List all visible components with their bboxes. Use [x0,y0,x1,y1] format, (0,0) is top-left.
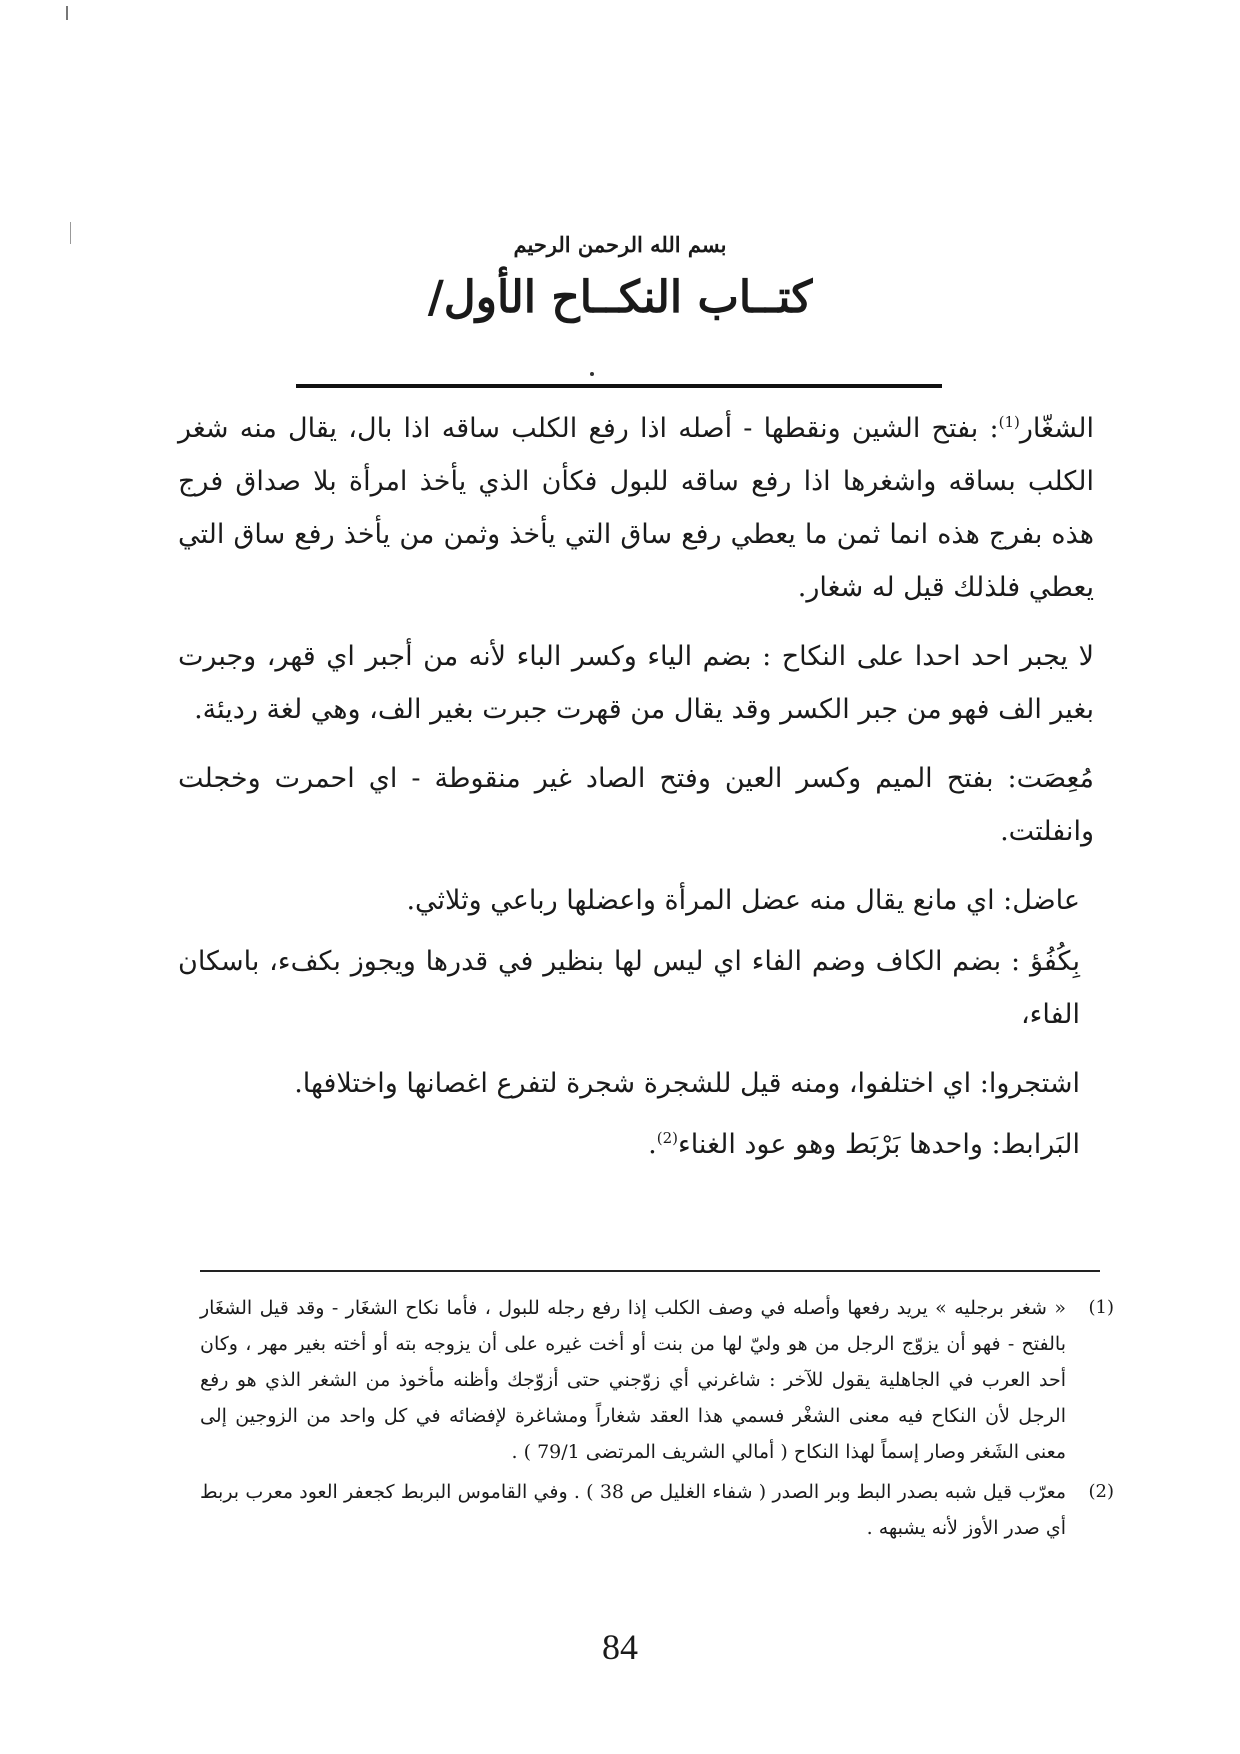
entry-adil [178,874,1094,927]
footnote-ref: (2) [656,1129,678,1147]
footnote-text: معرّب قيل شبه بصدر البط وبر الصدر ( شفاء الغليل ص 38 ) . وفي القاموس البربط كجعفر العود معرب بربط أي صدر الأوز لأنه يشبهه . [200,1481,1066,1539]
entry-definition: : بضم الكاف وضم الفاء اي ليس لها بنظير في قدرها ويجوز بكفء، باسكان الفاء، [178,946,1080,1030]
entry-term: لا يجبر احد احدا على النكاح [781,641,1094,672]
scan-artifact-top [66,6,68,20]
entry-definition: : اي مانع يقال منه عضل المرأة واعضلها رباعي وثلاثي. [406,885,1013,916]
entry-barabit [178,1118,1094,1171]
footnotes [200,1290,1114,1550]
title-dot [590,372,594,376]
entry-term: بِكُفُؤ [1029,946,1080,977]
entry-definition: : بفتح الميم وكسر العين وفتح الصاد غير منقوطة - اي احمرت وخجلت وانفلتت. [178,763,1094,847]
page-number: 84 [602,1627,638,1667]
entry-ishtajaru [178,1057,1094,1110]
chapter-title: كتــاب النكــاح الأول/ [427,272,813,323]
entry-term: مُعِصَت [1016,763,1094,794]
entry-term: الشغّار [1019,413,1094,444]
entry-shighar [178,402,1094,614]
entry-term: اشتجروا [988,1068,1080,1099]
entry-definition: : اي اختلفوا، ومنه قيل للشجرة شجرة لتفرع اغصانها واختلافها. [294,1068,989,1099]
entry-bikufu [178,935,1094,1041]
entry-yujbir [178,630,1094,736]
entry-definition: : واحدها بَرْبَط وهو عود الغناء [678,1129,1001,1160]
entry-term: البَرابط [1000,1129,1080,1160]
entry-definition: : بفتح الشين ونقطها - أصله اذا رفع الكلب ساقه اذا بال، يقال منه شغر الكلب بساقه واشغرها اذا رفع ساقه للبول فكأن الذي يأخذ امرأة بلا صداق فرج هذه بفرج هذه انما ثمن ما يعطي رفع ساق التي يأخذ وثمن من يأخذ رفع ساق التي يعطي فلذلك قيل له شغار. [178,413,1094,603]
entry-definition: : بضم الياء وكسر الباء لأنه من أجبر اي قهر، وجبرت بغير الف فهو من جبر الكسر وقد يقال من قهرت جبرت بغير الف، وهي لغة رديئة. [178,641,1094,725]
footnote-divider [200,1270,1100,1272]
entry-miisat [178,752,1094,858]
title-divider [296,384,942,388]
basmala: بسم الله الرحمن الرحيم [513,232,727,257]
main-text [178,402,1094,1179]
footnote-ref: (1) [998,413,1020,431]
footnote-2 [200,1474,1114,1546]
footnote-1 [200,1290,1114,1470]
entry-term: عاضل [1012,885,1080,916]
footnote-number: (1) [1088,1297,1114,1318]
entry-end-punct: . [648,1129,657,1160]
footnote-number: (2) [1088,1481,1114,1502]
footnote-text: « شغر برجليه » يريد رفعها وأصله في وصف الكلب إذا رفع رجله للبول ، فأما نكاح الشغَار - وقد قيل الشغَار بالفتح - فهو أن يزوّج الرجل من هو وليّ لها من بنت أو أخت غيره على أن يزوجه بته أو أخته بغير مهر ، وكان أحد العرب في الجاهلية يقول للآخر : شاغرني أي زوّجني حتى أزوّجك وأظنه مأخوذ من الشغر الذي هو رفع الرجل لأن النكاح فيه معنى الشغْر فسمي هذا العقد شغاراً ومشاغرة لإفضائه في كل واحد من الزوجين إلى معنى الشَغر وصار إسماً لهذا النكاح ( أمالي الشريف المرتضى 79/1 ) . [200,1297,1066,1463]
